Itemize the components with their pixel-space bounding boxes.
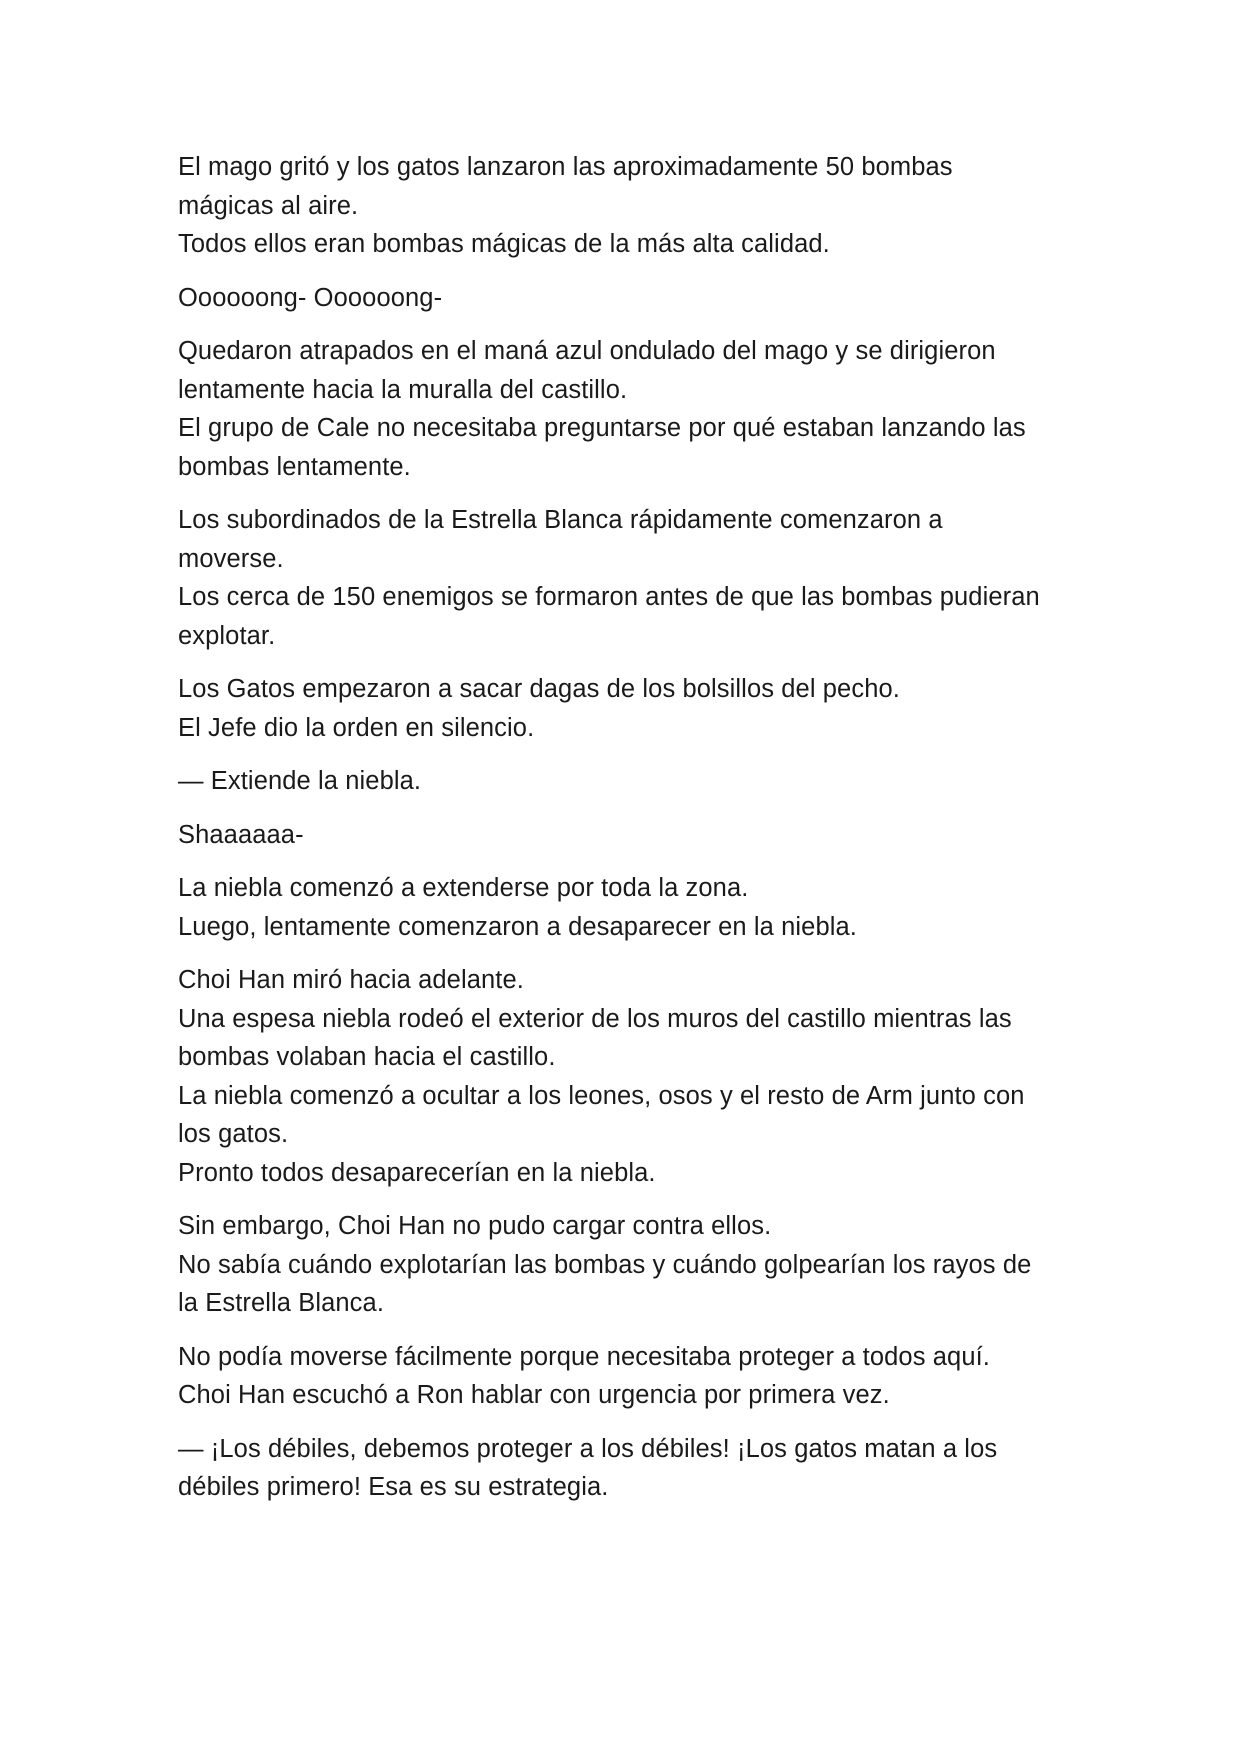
text-line: explotar. bbox=[178, 621, 276, 650]
text-line: débiles primero! Esa es su estrategia. bbox=[178, 1473, 609, 1501]
paragraph bbox=[178, 148, 1078, 264]
text-line: Oooooong- Oooooong- bbox=[178, 283, 443, 312]
text-line: Todos ellos eran bombas mágicas de la más alta calidad. bbox=[178, 230, 830, 258]
text-line: Choi Han escuchó a Ron hablar con urgencia por primera vez. bbox=[178, 1381, 890, 1409]
text-line: La niebla comenzó a extenderse por toda la zona. bbox=[178, 874, 749, 902]
text-line: bombas volaban hacia el castillo. bbox=[178, 1043, 556, 1071]
text-line: moverse. bbox=[178, 544, 284, 573]
text-line: Choi Han miró hacia adelante. bbox=[178, 966, 524, 994]
paragraph bbox=[178, 762, 1078, 801]
text-line: Pronto todos desaparecerían en la niebla. bbox=[178, 1158, 656, 1187]
text-line: — Extiende la niebla. bbox=[178, 767, 422, 795]
text-line: La niebla comenzó a ocultar a los leones, osos y el resto de Arm junto con bbox=[178, 1081, 1025, 1110]
text-line: Los cerca de 150 enemigos se formaron antes de que las bombas pudieran bbox=[178, 583, 1040, 611]
text-line: Luego, lentamente comenzaron a desaparecer en la niebla. bbox=[178, 912, 857, 941]
text-line: No podía moverse fácilmente porque necesitaba proteger a todos aquí. bbox=[178, 1342, 990, 1371]
text-line: la Estrella Blanca. bbox=[178, 1289, 384, 1317]
text-line: El Jefe dio la orden en silencio. bbox=[178, 713, 535, 742]
text-line: Los Gatos empezaron a sacar dagas de los bolsillos del pecho. bbox=[178, 675, 900, 703]
text-line: Una espesa niebla rodeó el exterior de los muros del castillo mientras las bbox=[178, 1004, 1012, 1033]
paragraph bbox=[178, 332, 1078, 486]
text-line: Shaaaaaa- bbox=[178, 820, 304, 849]
paragraph bbox=[178, 279, 1078, 318]
text-line: El grupo de Cale no necesitaba preguntarse por qué estaban lanzando las bbox=[178, 414, 1026, 442]
paragraph bbox=[178, 1430, 1078, 1507]
document-body bbox=[178, 148, 1078, 1522]
text-line: Quedaron atrapados en el maná azul ondulado del mago y se dirigieron bbox=[178, 337, 996, 365]
text-line: lentamente hacia la muralla del castillo. bbox=[178, 375, 628, 404]
paragraph bbox=[178, 501, 1078, 655]
text-line: No sabía cuándo explotarían las bombas y cuándo golpearían los rayos de bbox=[178, 1250, 1032, 1279]
paragraph bbox=[178, 869, 1078, 946]
text-line: Sin embargo, Choi Han no pudo cargar contra ellos. bbox=[178, 1212, 772, 1240]
text-line: — ¡Los débiles, debemos proteger a los débiles! ¡Los gatos matan a los bbox=[178, 1434, 998, 1463]
paragraph bbox=[178, 670, 1078, 747]
text-line: Los subordinados de la Estrella Blanca rápidamente comenzaron a bbox=[178, 506, 943, 534]
text-line: bombas lentamente. bbox=[178, 452, 411, 481]
paragraph bbox=[178, 816, 1078, 855]
paragraph bbox=[178, 961, 1078, 1192]
text-line: El mago gritó y los gatos lanzaron las aproximadamente 50 bombas bbox=[178, 153, 953, 181]
paragraph bbox=[178, 1338, 1078, 1415]
text-line: mágicas al aire. bbox=[178, 191, 359, 220]
text-line: los gatos. bbox=[178, 1120, 289, 1148]
paragraph bbox=[178, 1207, 1078, 1323]
